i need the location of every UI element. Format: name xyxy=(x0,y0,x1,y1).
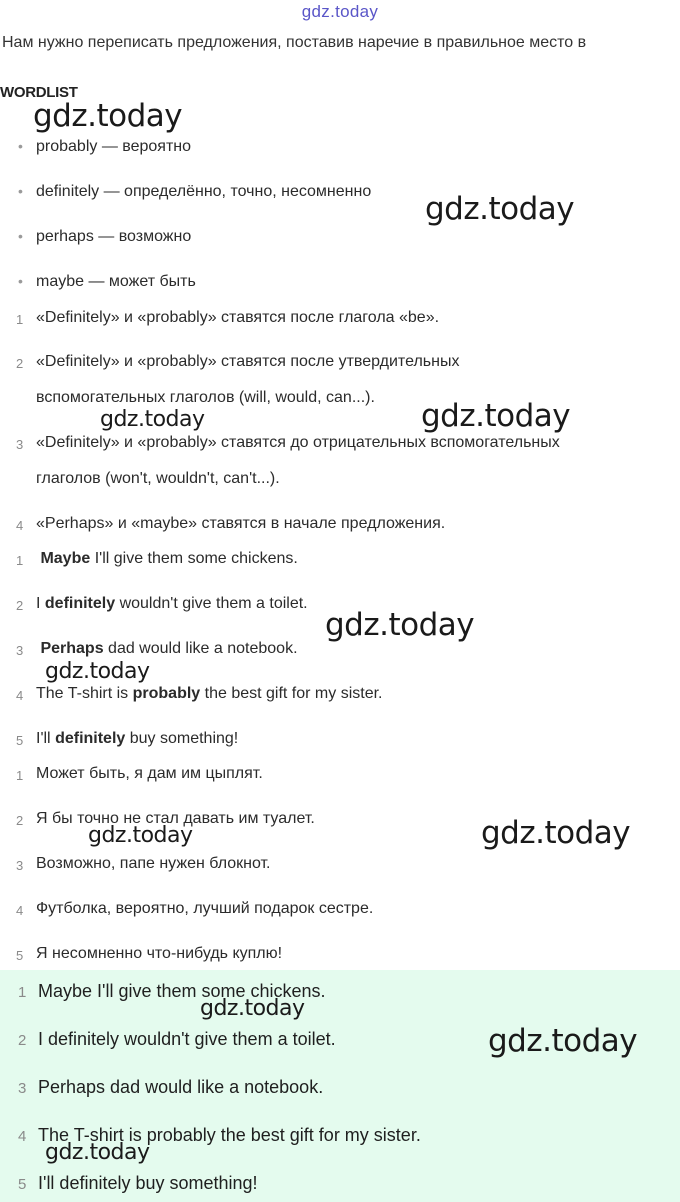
rule-number: 2 xyxy=(16,356,24,371)
answer-number: 3 xyxy=(16,643,24,658)
final-answer-text: Maybe I'll give them some chickens. xyxy=(38,981,326,1001)
answer-number: 1 xyxy=(16,553,24,568)
translation-number: 4 xyxy=(16,903,24,918)
watermark: gdz.today xyxy=(88,823,193,848)
header-watermark: gdz.today xyxy=(301,2,379,21)
rule-text: «Perhaps» и «maybe» ставятся в начале предложения. xyxy=(36,515,446,532)
wordlist-item: • probably — вероятно xyxy=(18,138,192,155)
answer-sentence: I definitely wouldn't give them a toilet. xyxy=(36,595,308,612)
answer-sentence: I'll definitely buy something! xyxy=(36,730,239,747)
bullet-icon: • xyxy=(18,228,23,244)
bullet-icon: • xyxy=(18,273,23,289)
watermark: gdz.today xyxy=(100,407,205,432)
adverb: Maybe xyxy=(40,550,91,567)
watermark: gdz.today xyxy=(45,1140,150,1165)
wordlist-title: WORDLIST xyxy=(0,84,78,101)
adverb: definitely xyxy=(55,730,126,747)
rule-number: 1 xyxy=(16,312,24,327)
adverb: probably xyxy=(132,685,201,702)
translation-text: Может быть, я дам им цыплят. xyxy=(36,765,263,782)
rule-number: 4 xyxy=(16,518,24,533)
translation-text: Я бы точно не стал давать им туалет. xyxy=(36,810,315,827)
translation-number: 2 xyxy=(16,813,24,828)
translation-text: Я несомненно что-нибудь куплю! xyxy=(36,945,283,962)
translation-text: Возможно, папе нужен блокнот. xyxy=(36,855,271,872)
answer-sentence: Maybe I'll give them some chickens. xyxy=(40,550,298,567)
rule-text: вспомогательных глаголов (will, would, can...). xyxy=(36,389,375,406)
rule-text: глаголов (won't, wouldn't, can't...). xyxy=(36,470,280,487)
bullet-icon: • xyxy=(18,138,23,154)
translation-number: 3 xyxy=(16,858,24,873)
wordlist-item: • definitely — определённо, точно, несомненно xyxy=(18,183,372,200)
final-answer-number: 1 xyxy=(18,984,27,1001)
final-answer-number: 2 xyxy=(18,1032,27,1049)
watermark: gdz.today xyxy=(488,1023,638,1059)
final-answer-number: 3 xyxy=(18,1080,27,1097)
final-answer-number: 4 xyxy=(18,1128,27,1145)
adverb: Perhaps xyxy=(40,640,104,657)
watermark: gdz.today xyxy=(421,398,571,434)
translation-number: 5 xyxy=(16,948,24,963)
adverb: definitely xyxy=(44,595,116,612)
watermark: gdz.today xyxy=(481,815,631,851)
final-answer-text: The T-shirt is probably the best gift for my sister. xyxy=(38,1125,421,1145)
bullet-icon: • xyxy=(18,183,23,199)
wordlist-item: • maybe — может быть xyxy=(18,273,196,290)
intro-text: Нам нужно переписать предложения, поставив наречие в правильное место в xyxy=(2,34,587,51)
watermark: gdz.today xyxy=(45,659,150,684)
answer-number: 2 xyxy=(16,598,24,613)
watermark: gdz.today xyxy=(200,996,305,1021)
translation-number: 1 xyxy=(16,768,24,783)
final-answer-text: I'll definitely buy something! xyxy=(38,1173,258,1193)
watermark: gdz.today xyxy=(33,98,183,134)
rule-text: «Definitely» и «probably» ставятся после глагола «be». xyxy=(36,309,440,326)
final-answer-text: Perhaps dad would like a notebook. xyxy=(38,1077,324,1097)
answer-sentence: The T-shirt is probably the best gift for my sister. xyxy=(36,685,383,702)
rule-number: 3 xyxy=(16,437,24,452)
final-answer-text: I definitely wouldn't give them a toilet. xyxy=(38,1029,336,1049)
watermark: gdz.today xyxy=(425,191,575,227)
answer-sentence: Perhaps dad would like a notebook. xyxy=(40,640,298,657)
wordlist-item: • perhaps — возможно xyxy=(18,228,192,245)
rule-text: «Definitely» и «probably» ставятся до отрицательных вспомогательных xyxy=(36,434,560,451)
answer-number: 4 xyxy=(16,688,24,703)
rule-text: «Definitely» и «probably» ставятся после утвердительных xyxy=(36,353,460,370)
watermark: gdz.today xyxy=(325,607,475,643)
translation-text: Футболка, вероятно, лучший подарок сестре. xyxy=(36,900,374,917)
final-answer-number: 5 xyxy=(18,1176,27,1193)
answer-number: 5 xyxy=(16,733,24,748)
